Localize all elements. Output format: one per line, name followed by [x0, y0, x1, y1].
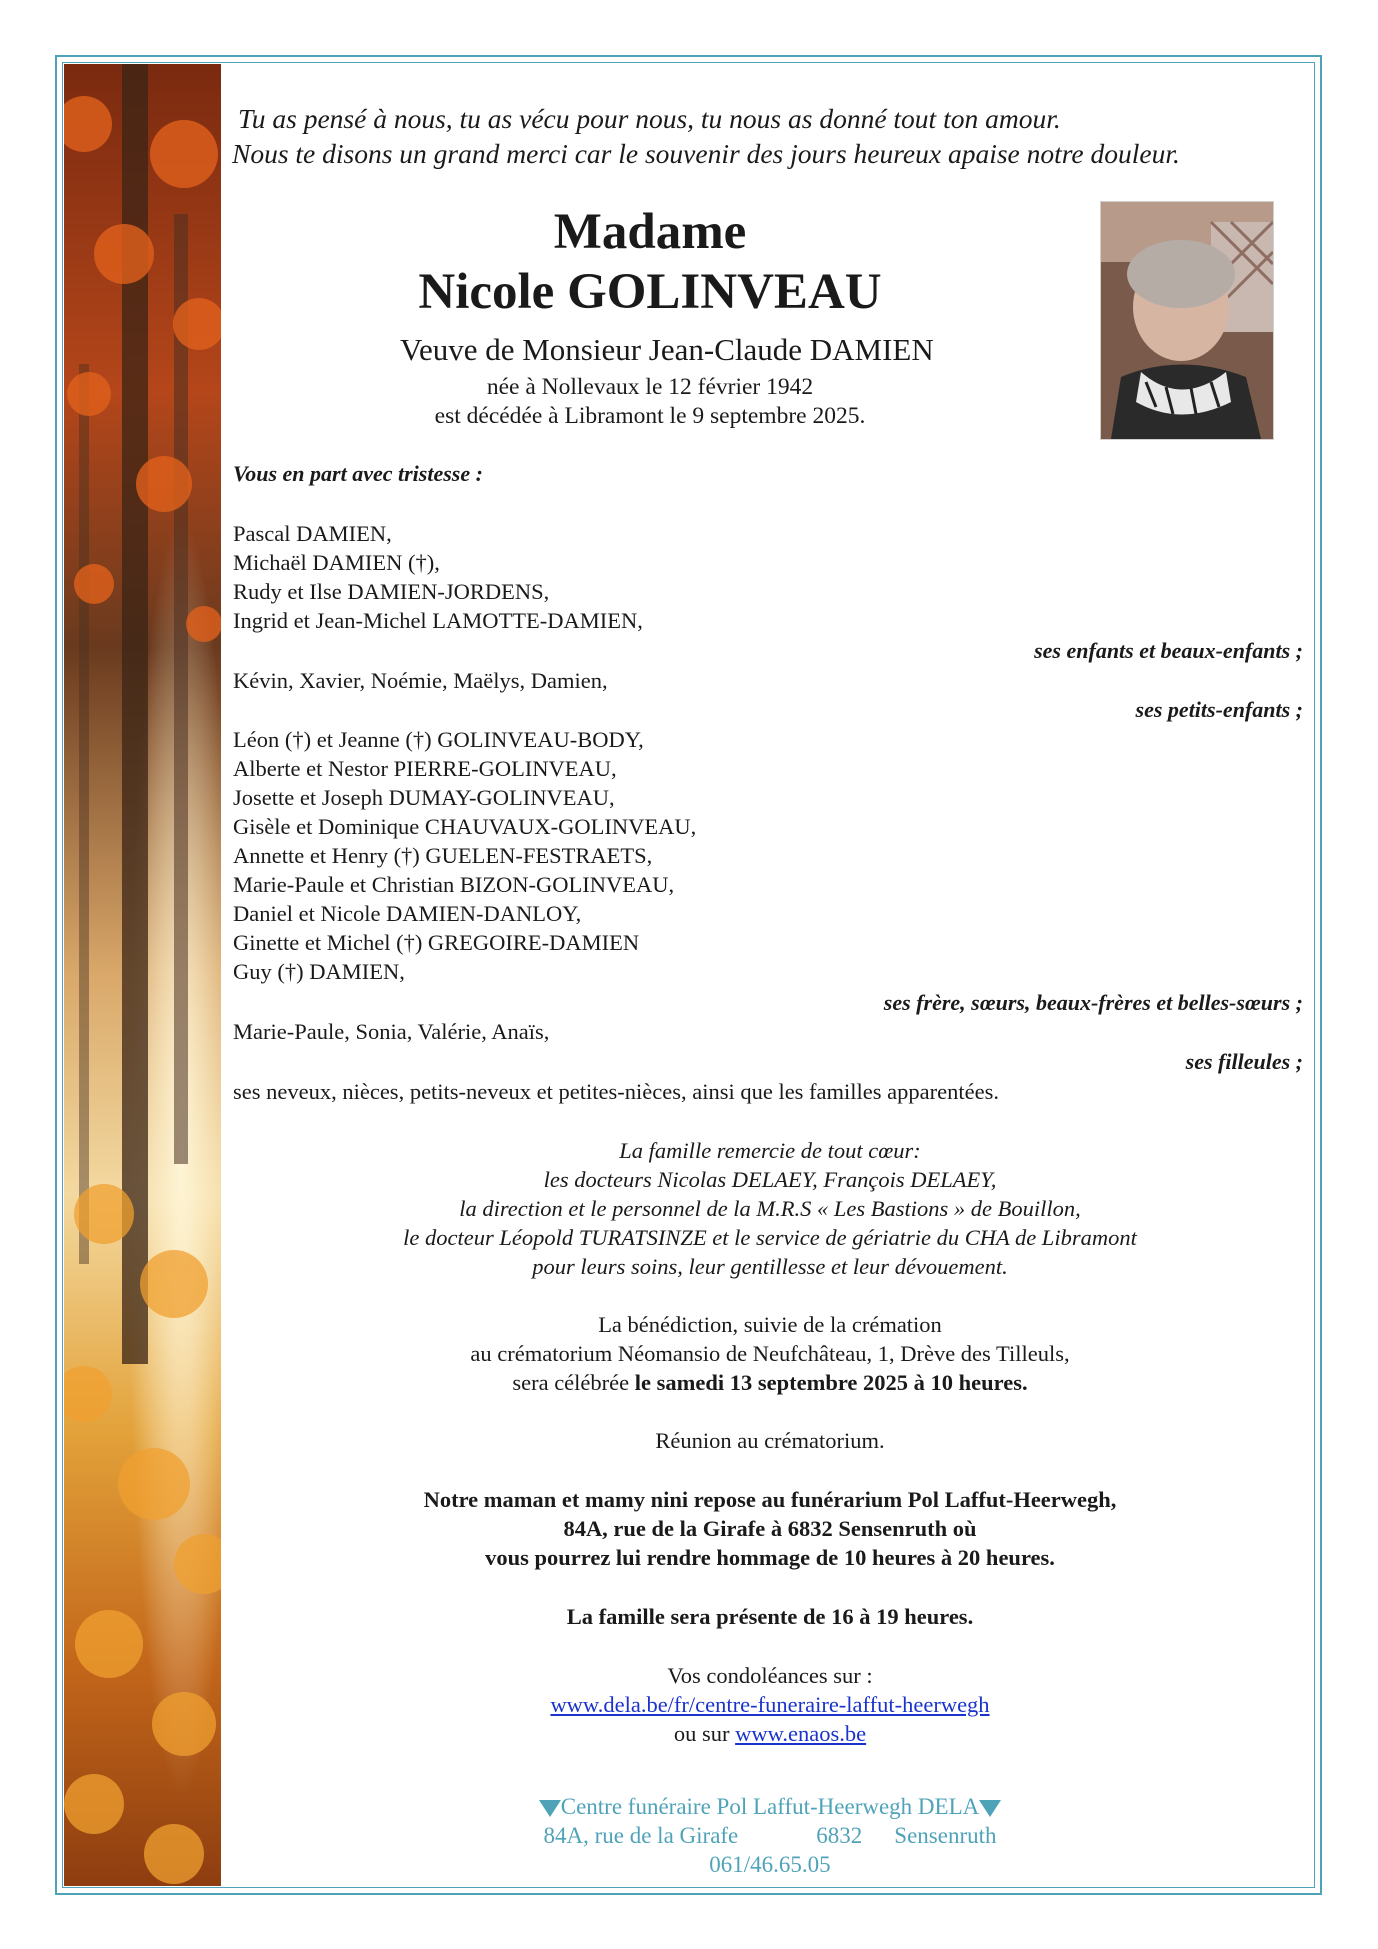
extended-family: ses neveux, nièces, petits-neveux et petites-nièces, ainsi que les familles apparentées.: [233, 1079, 999, 1104]
funeral-home-name: Centre funéraire Pol Laffut-Heerwegh DELA: [560, 1794, 980, 1819]
autumn-forest-strip: [64, 64, 221, 1886]
ceremony-line-2: au crématorium Néomansio de Neufchâteau, 1, Drève des Tilleuls,: [470, 1341, 1070, 1366]
goddaughters-relation: ses filleules ;: [1185, 1049, 1303, 1074]
family-presence: La famille sera présente de 16 à 19 heures.: [566, 1604, 974, 1629]
thanks-line: les docteurs Nicolas DELAEY, François DELAEY,: [543, 1167, 997, 1192]
child-item: Ingrid et Jean-Michel LAMOTTE-DAMIEN,: [233, 608, 643, 633]
announcement-heading: Vous en part avec tristesse :: [233, 461, 483, 486]
quote-line-1: Tu as pensé à nous, tu as vécu pour nous, tu nous as donné tout ton amour.: [238, 103, 1061, 134]
thanks-line: pour leurs soins, leur gentillesse et leur dévouement.: [532, 1254, 1008, 1279]
sibling-item: Marie-Paule et Christian BIZON-GOLINVEAU,: [233, 872, 675, 897]
sibling-item: Gisèle et Dominique CHAUVAUX-GOLINVEAU,: [233, 814, 697, 839]
thanks-line: La famille remercie de tout cœur:: [619, 1138, 921, 1163]
ceremony-prefix: sera célébrée: [512, 1370, 635, 1395]
ceremony-line-3: [240, 1370, 1300, 1396]
quote-line-2: Nous te disons un grand merci car le souvenir des jours heureux apaise notre douleur.: [232, 138, 1180, 169]
funeral-home-postcode: 6832: [816, 1823, 863, 1848]
visitation-line-2: 84A, rue de la Girafe à 6832 Sensenruth où: [563, 1516, 977, 1541]
children-relation: ses enfants et beaux-enfants ;: [1034, 638, 1303, 663]
thanks-line: la direction et le personnel de la M.R.S « Les Bastions » de Bouillon,: [459, 1196, 1081, 1221]
sibling-item: Guy (†) DAMIEN,: [233, 959, 405, 984]
sibling-item: Ginette et Michel (†) GREGOIRE-DAMIEN: [233, 930, 640, 955]
child-item: Pascal DAMIEN,: [233, 521, 392, 546]
enaos-link[interactable]: www.enaos.be: [735, 1721, 867, 1746]
deceased-salutation: Madame: [553, 204, 747, 260]
goddaughters-list: Marie-Paule, Sonia, Valérie, Anaïs,: [233, 1019, 550, 1044]
child-item: Michaël DAMIEN (†),: [233, 550, 440, 575]
down-triangle-icon: [539, 1800, 561, 1817]
condolences-link-row: [240, 1692, 1300, 1718]
deceased-name: Nicole GOLINVEAU: [418, 264, 882, 320]
child-item: Rudy et Ilse DAMIEN-JORDENS,: [233, 579, 550, 604]
portrait-photo: [1100, 201, 1274, 440]
funeral-home-phone: 061/46.65.05: [709, 1852, 831, 1877]
visitation-line-1: Notre maman et mamy nini repose au funérarium Pol Laffut-Heerwegh,: [423, 1487, 1117, 1512]
visitation-line-3: vous pourrez lui rendre hommage de 10 heures à 20 heures.: [485, 1545, 1055, 1570]
condolences-label: Vos condoléances sur :: [667, 1663, 873, 1688]
funeral-home-street: 84A, rue de la Girafe: [543, 1823, 739, 1848]
funeral-home-name-row: [240, 1794, 1300, 1820]
down-triangle-icon: [979, 1800, 1001, 1817]
dela-link[interactable]: www.dela.be/fr/centre-funeraire-laffut-heerwegh: [550, 1692, 990, 1717]
funeral-home-city: Sensenruth: [894, 1823, 997, 1848]
grandchildren-list: Kévin, Xavier, Noémie, Maëlys, Damien,: [233, 668, 608, 693]
deceased-death: est décédée à Libramont le 9 septembre 2025.: [434, 403, 866, 429]
sibling-item: Léon (†) et Jeanne (†) GOLINVEAU-BODY,: [233, 727, 644, 752]
siblings-relation: ses frère, sœurs, beaux-frères et belles-sœurs ;: [883, 990, 1303, 1015]
sibling-item: Annette et Henry (†) GUELEN-FESTRAETS,: [233, 843, 653, 868]
thanks-line: le docteur Léopold TURATSINZE et le service de gériatrie du CHA de Libramont: [403, 1225, 1137, 1250]
sibling-item: Daniel et Nicole DAMIEN-DANLOY,: [233, 901, 582, 926]
ceremony-line-1: La bénédiction, suivie de la crémation: [598, 1312, 942, 1337]
funeral-home-address: [240, 1823, 1300, 1849]
deceased-spouse: Veuve de Monsieur Jean-Claude DAMIEN: [400, 332, 934, 367]
sibling-item: Alberte et Nestor PIERRE-GOLINVEAU,: [233, 756, 617, 781]
reunion-text: Réunion au crématorium.: [655, 1428, 885, 1453]
or-label: ou sur: [673, 1721, 736, 1746]
sibling-item: Josette et Joseph DUMAY-GOLINVEAU,: [233, 785, 615, 810]
ceremony-date: le samedi 13 septembre 2025 à 10 heures.: [634, 1370, 1028, 1395]
condolences-alt-row: [240, 1721, 1300, 1747]
grandchildren-relation: ses petits-enfants ;: [1135, 697, 1303, 722]
deceased-birth: née à Nollevaux le 12 février 1942: [486, 374, 814, 400]
